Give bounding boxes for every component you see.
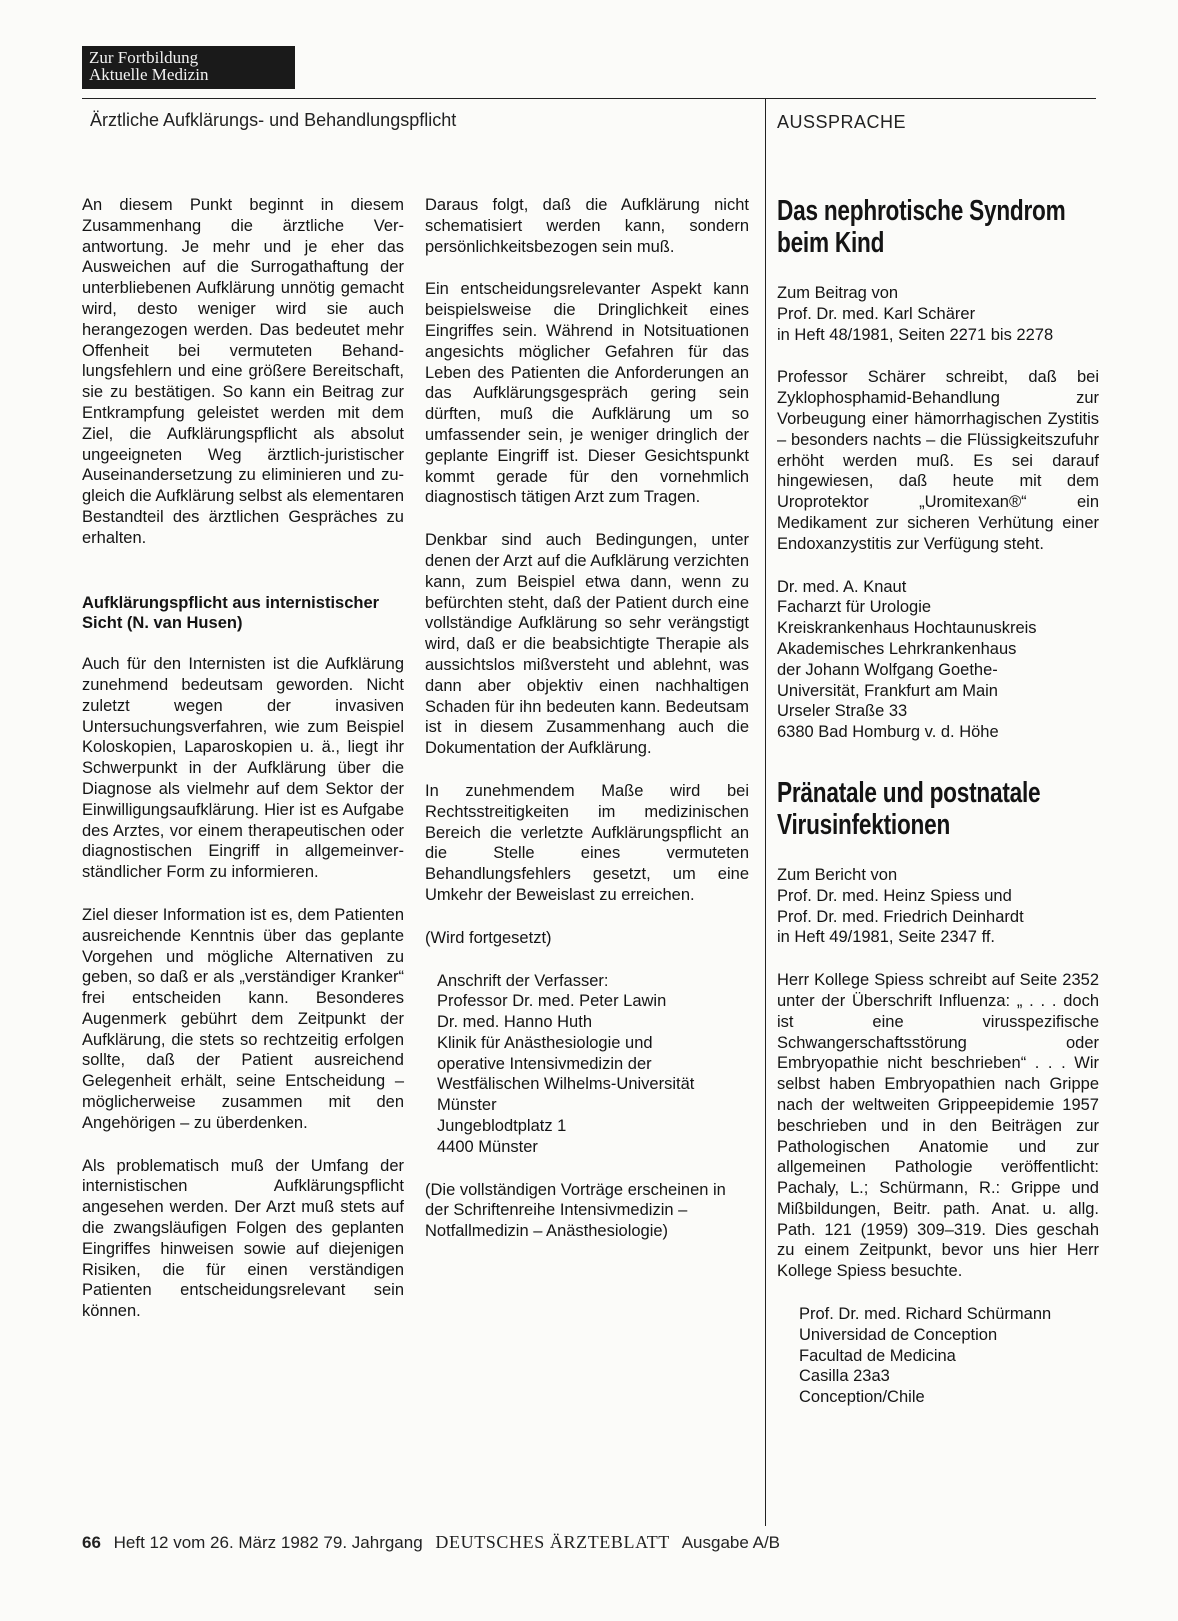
article-reference [777, 283, 1099, 345]
article-title [777, 777, 1097, 841]
signature-line: Facharzt für Urologie [777, 598, 932, 617]
running-head: Ärztliche Aufklärungs- und Behandlungspflicht [90, 110, 457, 130]
reference-line: Zum Beitrag von [777, 284, 899, 302]
paragraph: Ziel dieser Information ist es, dem Patienten ausreichende Kenntnis über das geplante Vorgehen und mögliche Alternativen zu geben, so daß er als „verständiger Kranker“ frei entscheiden kann. Besonderes Augenmerk gebührt dem Zeitpunkt der Aufklärung, die stets so rechtzeitig erfolgen sollte, daß der Patient ausreichend Gelegenheit erhält, seine Entscheidung – möglicherweise zusammen mit den Angehörigen – zu überdenken. [82, 905, 404, 1132]
page-number: 66 [82, 1533, 101, 1552]
article-title [777, 195, 1097, 259]
subheading: Aufklärungspflicht aus internistischer Sicht (N. van Husen) [82, 593, 380, 633]
signature-line: Universität, Frankfurt am Main [777, 681, 998, 700]
paragraph: An diesem Punkt beginnt in diesem Zusammenhang die ärztliche Verantwortung. Je mehr und je eher das Ausweichen auf die Surrogathaftung der unterbliebenen Aufklärung unnötig gemacht wird, desto weniger wird sie auch herangezogen werden. Das bedeutet mehr Offenheit bei vermuteten Behandlungsfehlern und eine größere Bereitschaft, sie zu bestätigen. So kann ein Beitrag zur Entkrampfung geleistet werden mit dem Ziel, die Aufklärungspflicht als absolut ungeeigneten Weg ärztlich-juristischer Auseinandersetzung zu eliminieren und zugleich die Aufklärung selbst als elementaren Bestandteil des ärztlichen Gespräches zu erhalten. [82, 196, 404, 547]
address-line: 4400 Münster [437, 1137, 538, 1156]
column-right [777, 195, 1099, 1430]
address-line: Münster [437, 1096, 497, 1115]
address-line: Professor Dr. med. Peter Lawin [437, 992, 667, 1011]
address-line: Klinik für Anästhesiologie und [437, 1033, 653, 1052]
section-label [82, 46, 295, 89]
title-line: beim Kind [777, 227, 885, 259]
letter-signature [777, 577, 1099, 743]
journal-name: DEUTSCHES ÄRZTEBLATT [435, 1532, 670, 1552]
address-line: Jungeblodtplatz 1 [437, 1117, 567, 1136]
section-label-line2: Aktuelle Medizin [89, 65, 209, 84]
paragraph: Als problematisch muß der Umfang der internistischen Aufklärungspflicht angesehen werden. Der Arzt muß stets auf die zwangsläufigen Folgen des geplanten Eingriffes hinweisen sowie auf diejenigen Risiken, die für einen verständigen Patienten entscheidungsrelevant sein können. [82, 1156, 404, 1321]
paragraph: Daraus folgt, daß die Aufklärung nicht schematisiert werden kann, sondern persönlichkeitsbezogen sein muß. [425, 196, 749, 256]
signature-line: Urseler Straße 33 [777, 702, 908, 721]
signature-line: Kreiskrankenhaus Hochtaunuskreis [777, 619, 1037, 638]
reference-line: Zum Bericht von [777, 865, 898, 884]
title-line: Virusinfektionen [777, 808, 951, 841]
paragraph: Herr Kollege Spiess schreibt auf Seite 2352 unter der Überschrift Influenza: „ . . . doch ist eine virusspezifische Schwangerschaftsstörung oder Embryopathie nicht beschrieben“ . . . Wir selbst haben Embryopathien nach Grippe nach der weltweiten Grippeepidemie 1957 beschrieben und in den Beiträgen zur Pathologischen Anatomie und zur allgemeinen Pathologie veröffentlicht: Pachaly, L.; Schürmann, R.: Grippe und Mißbildungen, Beitr. path. Anat. u. allg. Path. 121 (1959) 309–319. Dies geschah zu einem Zeitpunkt, bevor uns hier Herr Kollege Spiess besuchte. [777, 971, 1099, 1281]
address-line: Anschrift der Verfasser: [437, 971, 609, 990]
section-label-line1: Zur Fortbildung [89, 48, 199, 67]
top-rule [82, 98, 1096, 99]
paragraph: Ein entscheidungsrelevanter Aspekt kann beispielsweise die Dringlichkeit eines Eingriffes sein. Während in Notsituationen angesichts möglicher Gefahren für das Leben des Patienten die Anforderungen an das Aufklärungsgespräch gering sein dürften, muß die Aufklärung um so umfassender sein, je weniger dringlich der geplante Eingriff ist. Dieser Gesichtspunkt kommt gerade für den vornehmlich diagnostisch tätigen Arzt zum Tragen. [425, 280, 749, 507]
continued-note: (Wird fortgesetzt) [425, 928, 552, 947]
reference-line: Prof. Dr. med. Heinz Spiess und [777, 886, 1012, 905]
author-address [437, 971, 749, 1158]
paragraph: Auch für den Internisten ist die Aufklärung zunehmend bedeutsam geworden. Nicht zuletzt wegen der invasiven Untersuchungsverfahren, wie zum Beispiel Koloskopien, Laparoskopien u. ä., liegt ihr Schwerpunkt in der Aufklärung über die Diagnose als vielmehr auf dem Sektor der Einwilligungsaufklärung. Hier ist es Aufgabe des Arztes, vor einem therapeutischen oder diagnostischen Eingriff in allgemeinverständlicher Form zu informieren. [82, 655, 404, 882]
signature-line: Conception/Chile [799, 1388, 925, 1407]
column-left [82, 195, 404, 1344]
reference-line: Prof. Dr. med. Friedrich Deinhardt [777, 907, 1024, 926]
signature-line: Facultad de Medicina [799, 1346, 956, 1365]
signature-line: Universidad de Conception [799, 1325, 998, 1344]
title-line: Pränatale und postnatale [777, 776, 1041, 809]
reference-line: in Heft 48/1981, Seiten 2271 bis 2278 [777, 325, 1054, 344]
address-line: Dr. med. Hanno Huth [437, 1013, 592, 1032]
address-line: Westfälischen Wilhelms-Universität [437, 1075, 695, 1094]
paragraph: Denkbar sind auch Bedingungen, unter denen der Arzt auf die Aufklärung verzichten kann, zum Beispiel etwa dann, wenn zu befürchten steht, daß der Patient durch eine vollständige Aufklärung so sehr verängstigt wird, daß er die beabsichtigte Therapie als aussichtslos mißversteht und ablehnt, was dann aber objektiv einen nachhaltigen Schaden für ihn bedeuten kann. Bedeutsam ist in diesem Zusammenhang auch die Dokumentation der Aufklärung. [425, 531, 749, 758]
reference-line: Prof. Dr. med. Karl Schärer [777, 304, 976, 323]
rubric: AUSSPRACHE [777, 112, 907, 132]
address-line: operative Intensivmedizin der [437, 1054, 652, 1073]
publication-note: (Die vollständigen Vorträge erscheinen in der Schriftenreihe Intensivmedizin – Notfallmedizin – Anästhesiologie) [425, 1180, 726, 1241]
title-line: Das nephrotische Syndrom [777, 195, 1066, 227]
signature-line: Casilla 23a3 [799, 1367, 890, 1386]
letter-signature [799, 1304, 1099, 1408]
reference-line: in Heft 49/1981, Seite 2347 ff. [777, 928, 996, 947]
paragraph: Professor Schärer schreibt, daß bei Zyklophosphamid-Behandlung zur Vorbeugung einer hämorrhagischen Zystitis – besonders nachts – die Flüssigkeitszufuhr erhöht werden muß. Es sei darauf hingewiesen, daß heute mit dem Uroprotektor „Uromitexan®“ ein Medikament zur sicheren Verhütung einer Endoxanzystitis zur Verfügung steht. [777, 368, 1099, 553]
signature-line: Akademisches Lehrkrankenhaus [777, 639, 1017, 658]
signature-line: 6380 Bad Homburg v. d. Höhe [777, 723, 999, 742]
column-divider [765, 98, 766, 1526]
issue-info: Heft 12 vom 26. März 1982 79. Jahrgang [113, 1533, 423, 1552]
signature-line: Dr. med. A. Knaut [777, 577, 907, 596]
column-middle [425, 195, 749, 1264]
page-footer [82, 1532, 780, 1553]
signature-line: der Johann Wolfgang Goethe- [777, 660, 998, 679]
article-reference [777, 865, 1099, 948]
signature-line: Prof. Dr. med. Richard Schürmann [799, 1305, 1052, 1324]
edition: Ausgabe A/B [681, 1533, 781, 1552]
paragraph: In zunehmendem Maße wird bei Rechtsstreitigkeiten im medizinischen Bereich die verletzte Aufklärungspflicht an die Stelle eines vermuteten Behandlungsfehlers gesetzt, um eine Umkehr der Beweislast zu erreichen. [425, 781, 749, 904]
